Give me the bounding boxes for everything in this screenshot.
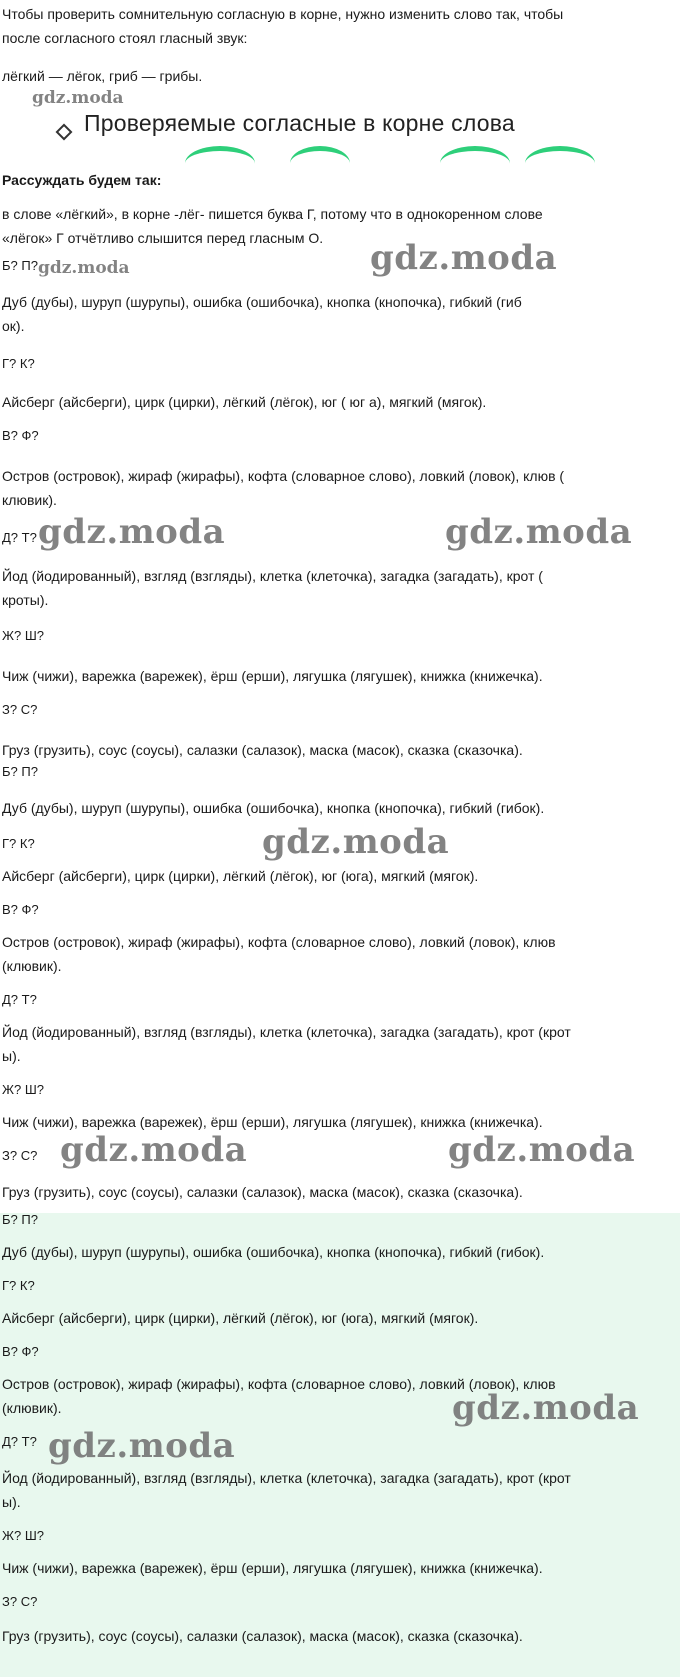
line-v-f-cont: клювик). <box>2 492 57 508</box>
arc-icon <box>525 146 595 181</box>
line-zh-sh: Чиж (чижи), варежка (варежек), ёрш (ерши), лягушка (лягушек), книжка (книжечка). <box>2 668 543 684</box>
label-zh-sh: Ж? Ш? <box>2 628 44 643</box>
intro-example: лёгкий — лёгок, гриб — грибы. <box>2 68 203 84</box>
watermark: gdz.moda <box>262 822 450 862</box>
intro-line-2: после согласного стоял гласный звук: <box>2 30 248 46</box>
label-d-t: Д? Т? <box>2 992 37 1007</box>
label-z-s: З? С? <box>2 1594 38 1609</box>
label-zh-sh: Ж? Ш? <box>2 1528 44 1543</box>
line-v-f-cont: (клювик). <box>2 1400 62 1416</box>
section-heading: Проверяемые согласные в корне слова <box>84 110 515 136</box>
line-b-p: Дуб (дубы), шуруп (шурупы), ошибка (ошибочка), кнопка (кнопочка), гибкий (гибок). <box>2 800 545 816</box>
arc-icon <box>440 146 510 181</box>
label-g-k: Г? К? <box>2 836 35 851</box>
label-b-p: Б? П? <box>2 258 38 273</box>
line-b-p: Дуб (дубы), шуруп (шурупы), ошибка (ошибочка), кнопка (кнопочка), гибкий (гибок). <box>2 1244 545 1260</box>
arc-icon <box>290 146 350 181</box>
line-z-s: Груз (грузить), соус (соусы), салазки (салазок), маска (масок), сказка (сказочка). <box>2 1184 523 1200</box>
label-g-k: Г? К? <box>2 1278 35 1293</box>
label-b-p: Б? П? <box>2 764 38 779</box>
reasoning-line-1: в слове «лёгкий», в корне -лёг- пишется буква Г, потому что в однокоренном слове <box>2 206 543 222</box>
line-v-f: Остров (островок), жираф (жирафы), кофта (словарное слово), ловкий (ловок), клюв <box>2 934 556 950</box>
label-z-s: З? С? <box>2 702 38 717</box>
label-v-f: В? Ф? <box>2 428 39 443</box>
label-b-p: Б? П? <box>2 1212 38 1227</box>
watermark: gdz.moda <box>448 1130 636 1170</box>
line-v-f-cont: (клювик). <box>2 958 62 974</box>
line-d-t-cont: ы). <box>2 1494 21 1510</box>
watermark: gdz.moda <box>32 88 124 108</box>
line-v-f: Остров (островок), жираф (жирафы), кофта (словарное слово), ловкий (ловок), клюв <box>2 1376 556 1392</box>
line-g-k: Айсберг (айсберги), цирк (цирки), лёгкий (лёгок), юг ( юг а), мягкий (мягок). <box>2 394 487 410</box>
line-d-t-cont: кроты). <box>2 592 49 608</box>
label-z-s: З? С? <box>2 1148 38 1163</box>
line-b-p-cont: ок). <box>2 318 25 334</box>
line-d-t: Йод (йодированный), взгляд (взгляды), клетка (клеточка), загадка (загадать), крот (крот <box>2 1024 571 1040</box>
watermark: gdz.moda <box>38 258 130 278</box>
line-g-k: Айсберг (айсберги), цирк (цирки), лёгкий (лёгок), юг (юга), мягкий (мягок). <box>2 868 479 884</box>
reasoning-line-2: «лёгок» Г отчётливо слышится перед гласным О. <box>2 230 324 246</box>
line-d-t-cont: ы). <box>2 1048 21 1064</box>
line-b-p: Дуб (дубы), шуруп (шурупы), ошибка (ошибочка), кнопка (кнопочка), гибкий (гиб <box>2 294 522 310</box>
watermark: gdz.moda <box>48 1426 236 1466</box>
watermark: gdz.moda <box>60 1130 248 1170</box>
watermark: gdz.moda <box>370 238 558 278</box>
line-d-t: Йод (йодированный), взгляд (взгляды), клетка (клеточка), загадка (загадать), крот (крот <box>2 1470 571 1486</box>
watermark: gdz.moda <box>38 512 226 552</box>
line-g-k: Айсберг (айсберги), цирк (цирки), лёгкий (лёгок), юг (юга), мягкий (мягок). <box>2 1310 479 1326</box>
line-d-t: Йод (йодированный), взгляд (взгляды), клетка (клеточка), загадка (загадать), крот ( <box>2 568 543 584</box>
reasoning-title: Рассуждать будем так: <box>2 172 162 188</box>
arc-icon <box>185 146 255 181</box>
line-zh-sh: Чиж (чижи), варежка (варежек), ёрш (ерши), лягушка (лягушек), книжка (книжечка). <box>2 1114 543 1130</box>
intro-line-1: Чтобы проверить сомнительную согласную в корне, нужно изменить слово так, чтобы <box>2 6 564 22</box>
label-g-k: Г? К? <box>2 356 35 371</box>
line-z-s: Груз (грузить), соус (соусы), салазки (салазок), маска (масок), сказка (сказочка). <box>2 1628 523 1644</box>
label-d-t: Д? Т? <box>2 530 37 545</box>
line-z-s: Груз (грузить), соус (соусы), салазки (салазок), маска (масок), сказка (сказочка). <box>2 742 523 758</box>
watermark: gdz.moda <box>445 512 633 552</box>
watermark: gdz.moda <box>452 1388 640 1428</box>
label-v-f: В? Ф? <box>2 1344 39 1359</box>
label-d-t: Д? Т? <box>2 1434 37 1449</box>
line-zh-sh: Чиж (чижи), варежка (варежек), ёрш (ерши), лягушка (лягушек), книжка (книжечка). <box>2 1560 543 1576</box>
diamond-icon <box>56 124 73 141</box>
label-zh-sh: Ж? Ш? <box>2 1082 44 1097</box>
line-v-f: Остров (островок), жираф (жирафы), кофта (словарное слово), ловкий (ловок), клюв ( <box>2 468 565 484</box>
label-v-f: В? Ф? <box>2 902 39 917</box>
